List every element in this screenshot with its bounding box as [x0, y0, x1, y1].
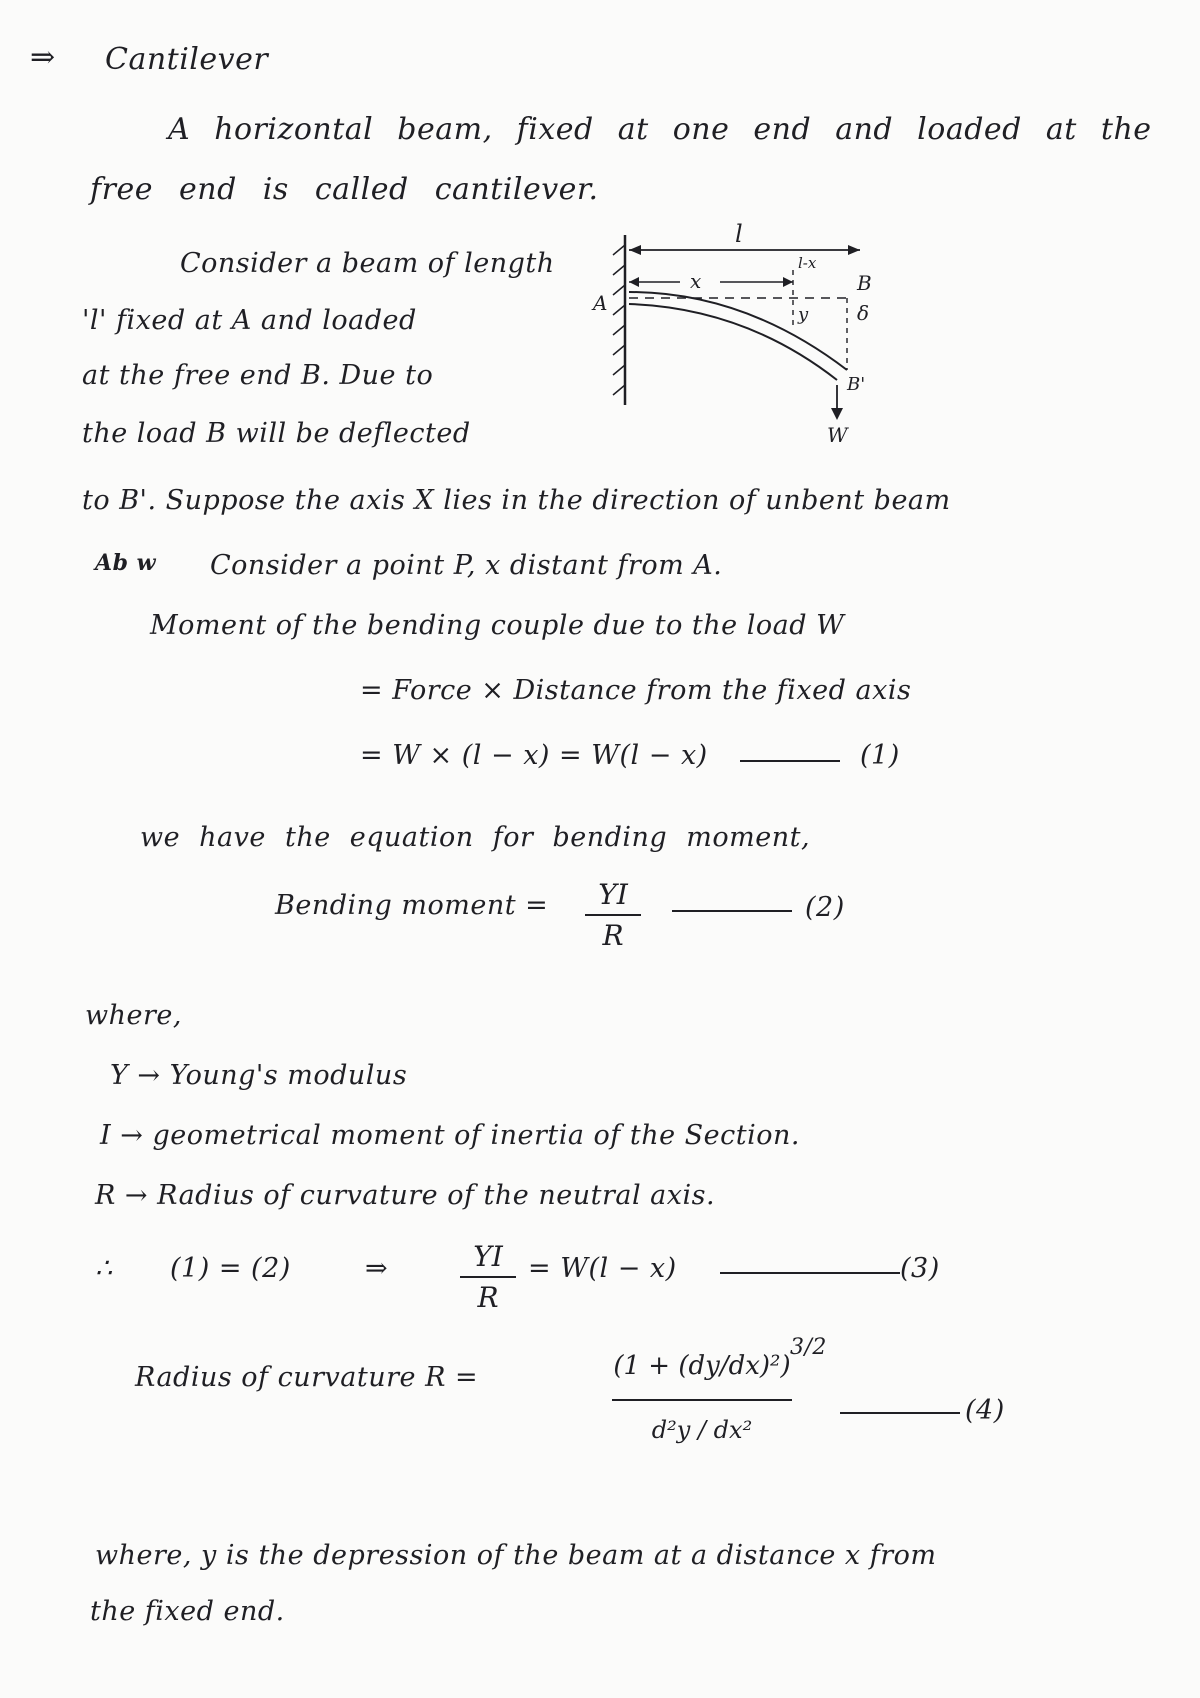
consider-line-3: at the free end B. Due to: [82, 360, 434, 391]
where-radius: R → Radius of curvature of the neutral axis.: [95, 1180, 716, 1211]
consider-line-6: Consider a point P, x distant from A.: [210, 550, 723, 581]
eq3-fraction: [460, 1240, 516, 1314]
bending-denominator: R: [602, 919, 624, 952]
moment-line: Moment of the bending couple due to the load W: [150, 610, 845, 641]
bending-label: Bending moment =: [275, 890, 549, 921]
where-moment-inertia: I → geometrical moment of inertia of the Section.: [100, 1120, 800, 1151]
equation-tag-3: (3): [900, 1253, 940, 1284]
consider-line-2: 'l' fixed at A and loaded: [82, 305, 417, 336]
tag-1-dash: [740, 760, 840, 762]
tag-4-dash: [840, 1412, 960, 1414]
equation-tag-1: (1): [860, 740, 900, 771]
tag-2-dash: [672, 910, 792, 912]
closing-line-2: the fixed end.: [90, 1596, 285, 1627]
where-young-modulus: Y → Young's modulus: [110, 1060, 408, 1091]
bending-fraction: [585, 878, 641, 952]
radius-denominator: d²y / dx²: [651, 1416, 753, 1444]
moment-eq-1: = Force × Distance from the fixed axis: [360, 675, 912, 706]
bending-intro: we have the equation for bending moment,: [140, 822, 811, 853]
consider-line-4: the load B will be deflected: [82, 418, 471, 449]
definition-line-2: free end is called cantilever.: [90, 172, 599, 207]
eq3-denominator: R: [477, 1281, 499, 1314]
diagram-label-w: W: [827, 423, 848, 447]
diagram-label-b: B: [857, 271, 872, 295]
diagram-label-x: x: [690, 269, 702, 293]
heading-title: Cantilever: [105, 42, 269, 77]
bending-numerator: YI: [598, 878, 628, 911]
definition-line-1: A horizontal beam, fixed at one end and loaded at the: [168, 112, 1152, 147]
diagram-label-b-prime: B': [847, 374, 866, 395]
diagram-label-l-minus-x: l-x: [798, 254, 817, 272]
equation-tag-4: (4): [965, 1395, 1005, 1426]
therefore-symbol: ∴: [95, 1253, 113, 1284]
diagram-label-y: y: [798, 304, 809, 325]
heading-arrow: ⇒: [30, 40, 56, 75]
eq3-rhs: = W(l − x): [528, 1253, 677, 1284]
radius-exponent: 3/2: [790, 1335, 827, 1360]
consider-line-6-prefix: Ab w: [95, 550, 157, 576]
diagram-label-l: l: [735, 220, 743, 248]
eq3-numerator: YI: [473, 1240, 503, 1273]
tag-3-dash: [720, 1272, 900, 1274]
equation-tag-2: (2): [805, 892, 845, 923]
consider-line-5: to B'. Suppose the axis X lies in the direction of unbent beam: [82, 485, 951, 516]
diagram-label-a: A: [593, 291, 608, 315]
radius-fraction: [612, 1345, 792, 1444]
radius-label: Radius of curvature R =: [135, 1362, 479, 1393]
consider-line-1: Consider a beam of length: [180, 248, 555, 279]
where-label: where,: [85, 1000, 182, 1031]
cantilever-diagram: [585, 220, 945, 450]
closing-line-1: where, y is the depression of the beam at a distance x from: [95, 1540, 937, 1571]
moment-eq-2: = W × (l − x) = W(l − x): [360, 740, 708, 771]
eq3-arrow: ⇒: [365, 1253, 389, 1284]
radius-numerator: (1 + (dy/dx)²): [613, 1351, 791, 1381]
diagram-label-delta: δ: [857, 301, 870, 325]
eq3-lhs: (1) = (2): [170, 1253, 291, 1284]
